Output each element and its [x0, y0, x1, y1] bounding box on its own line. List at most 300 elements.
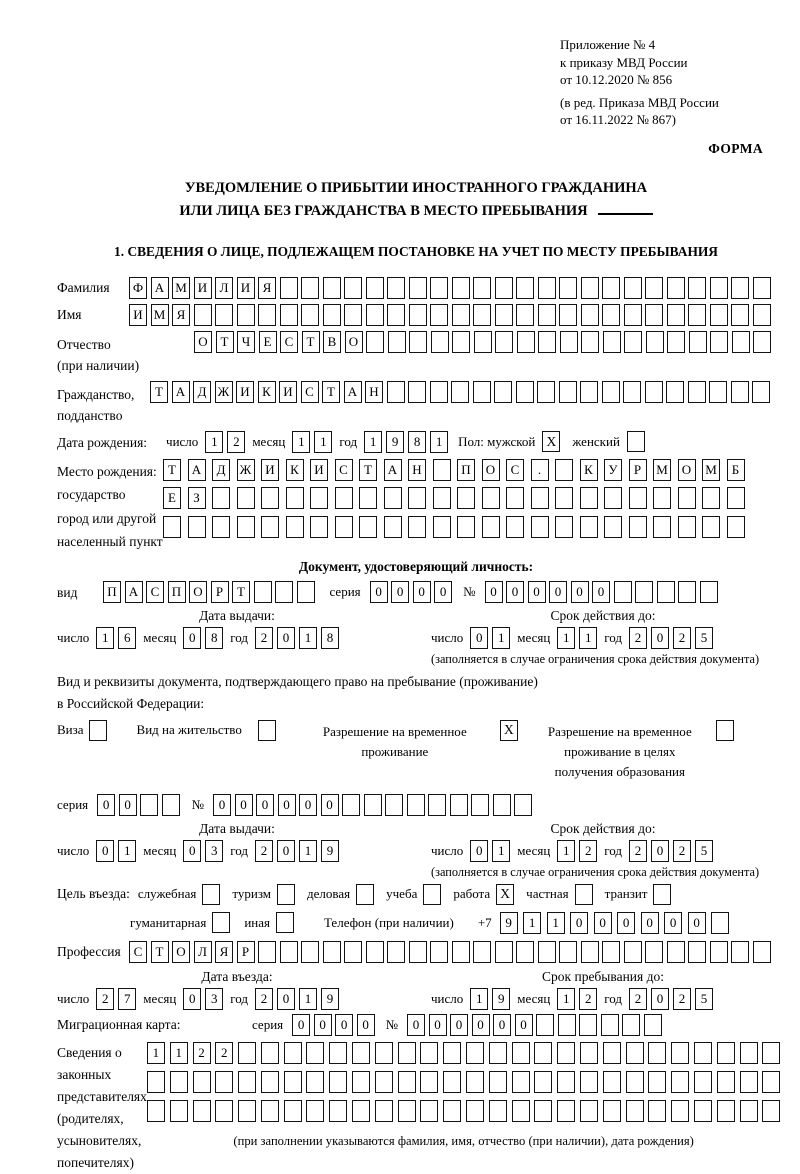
form-cell[interactable]	[731, 941, 749, 963]
form-cell[interactable]	[534, 1071, 552, 1093]
form-cell[interactable]: 0	[277, 627, 295, 649]
form-cell[interactable]: 9	[492, 988, 510, 1010]
form-cell[interactable]: Р	[629, 459, 647, 481]
form-cell[interactable]: 1	[430, 431, 448, 453]
form-cell[interactable]: М	[172, 277, 190, 299]
form-cell[interactable]	[557, 1042, 575, 1064]
form-cell[interactable]: 0	[617, 912, 635, 934]
form-cell[interactable]	[452, 304, 470, 326]
form-cell[interactable]	[555, 459, 573, 481]
form-cell[interactable]	[473, 304, 491, 326]
form-cell[interactable]: З	[188, 487, 206, 509]
form-cell[interactable]: С	[506, 459, 524, 481]
form-cell[interactable]: 2	[673, 840, 691, 862]
form-cell[interactable]: 2	[215, 1042, 233, 1064]
form-cell[interactable]: 1	[557, 840, 575, 862]
form-cell[interactable]	[433, 459, 451, 481]
form-cell[interactable]	[384, 487, 402, 509]
form-cell[interactable]	[261, 1042, 279, 1064]
form-cell[interactable]	[717, 1071, 735, 1093]
form-cell[interactable]	[516, 277, 534, 299]
form-cell[interactable]: 0	[335, 1014, 353, 1036]
form-cell[interactable]	[688, 304, 706, 326]
form-cell[interactable]	[557, 1071, 575, 1093]
form-cell[interactable]: С	[129, 941, 147, 963]
form-cell[interactable]	[710, 304, 728, 326]
form-cell[interactable]	[384, 516, 402, 538]
form-cell[interactable]	[284, 1100, 302, 1122]
form-cell[interactable]	[727, 516, 745, 538]
form-cell[interactable]: И	[194, 277, 212, 299]
form-cell[interactable]	[710, 331, 728, 353]
form-cell[interactable]	[398, 1100, 416, 1122]
form-cell[interactable]: О	[194, 331, 212, 353]
form-cell[interactable]	[516, 941, 534, 963]
form-cell[interactable]	[261, 516, 279, 538]
form-cell[interactable]	[323, 304, 341, 326]
form-cell[interactable]	[581, 941, 599, 963]
form-cell[interactable]	[694, 1042, 712, 1064]
form-cell[interactable]	[286, 487, 304, 509]
form-cell[interactable]	[688, 941, 706, 963]
form-cell[interactable]: 1	[492, 840, 510, 862]
form-cell[interactable]	[603, 331, 621, 353]
form-cell[interactable]: 2	[255, 840, 273, 862]
form-cell[interactable]	[645, 304, 663, 326]
form-cell[interactable]	[335, 487, 353, 509]
form-cell[interactable]	[688, 381, 706, 403]
form-cell[interactable]: А	[188, 459, 206, 481]
form-cell[interactable]	[531, 487, 549, 509]
form-cell[interactable]	[212, 487, 230, 509]
form-cell[interactable]	[443, 1100, 461, 1122]
form-cell[interactable]: И	[261, 459, 279, 481]
form-cell[interactable]: 1	[579, 627, 597, 649]
form-cell[interactable]: С	[335, 459, 353, 481]
form-cell[interactable]: С	[280, 331, 298, 353]
form-cell[interactable]	[667, 277, 685, 299]
form-cell[interactable]	[645, 941, 663, 963]
form-cell[interactable]	[493, 794, 511, 816]
form-cell[interactable]	[603, 1071, 621, 1093]
form-cell[interactable]	[430, 277, 448, 299]
form-cell[interactable]: О	[345, 331, 363, 353]
form-cell[interactable]	[555, 487, 573, 509]
form-cell[interactable]: 1	[547, 912, 565, 934]
form-cell[interactable]: 0	[292, 1014, 310, 1036]
form-cell[interactable]: 0	[391, 581, 409, 603]
form-cell[interactable]: Ф	[129, 277, 147, 299]
form-cell[interactable]: 0	[651, 988, 669, 1010]
form-cell[interactable]	[629, 487, 647, 509]
form-cell[interactable]	[740, 1042, 758, 1064]
form-cell[interactable]	[645, 381, 663, 403]
form-cell[interactable]: 5	[695, 988, 713, 1010]
form-cell[interactable]: Ч	[237, 331, 255, 353]
form-cell[interactable]	[624, 304, 642, 326]
form-cell[interactable]: 0	[213, 794, 231, 816]
form-cell[interactable]	[580, 516, 598, 538]
form-cell[interactable]: 2	[673, 988, 691, 1010]
form-cell[interactable]	[700, 581, 718, 603]
form-cell[interactable]	[193, 1100, 211, 1122]
form-cell[interactable]: 2	[579, 988, 597, 1010]
form-cell[interactable]	[727, 487, 745, 509]
purpose-private-checkbox[interactable]	[575, 884, 593, 905]
form-cell[interactable]: 0	[429, 1014, 447, 1036]
form-cell[interactable]: Е	[163, 487, 181, 509]
form-cell[interactable]	[538, 331, 556, 353]
form-cell[interactable]	[387, 304, 405, 326]
form-cell[interactable]	[717, 1100, 735, 1122]
form-cell[interactable]	[688, 277, 706, 299]
form-cell[interactable]	[482, 516, 500, 538]
form-cell[interactable]	[626, 1100, 644, 1122]
form-cell[interactable]	[580, 1042, 598, 1064]
form-cell[interactable]	[666, 381, 684, 403]
form-cell[interactable]: 2	[579, 840, 597, 862]
form-cell[interactable]: Л	[194, 941, 212, 963]
form-cell[interactable]	[580, 381, 598, 403]
form-cell[interactable]	[538, 304, 556, 326]
form-cell[interactable]	[516, 304, 534, 326]
form-cell[interactable]	[624, 941, 642, 963]
form-cell[interactable]: 1	[205, 431, 223, 453]
form-cell[interactable]	[689, 331, 707, 353]
form-cell[interactable]	[420, 1071, 438, 1093]
form-cell[interactable]: М	[702, 459, 720, 481]
form-cell[interactable]: 0	[97, 794, 115, 816]
form-cell[interactable]	[466, 1042, 484, 1064]
form-cell[interactable]	[516, 381, 534, 403]
form-cell[interactable]	[538, 941, 556, 963]
form-cell[interactable]	[366, 277, 384, 299]
form-cell[interactable]	[581, 331, 599, 353]
form-cell[interactable]	[489, 1071, 507, 1093]
form-cell[interactable]	[694, 1100, 712, 1122]
form-cell[interactable]	[409, 941, 427, 963]
form-cell[interactable]	[531, 516, 549, 538]
form-cell[interactable]: 0	[470, 840, 488, 862]
form-cell[interactable]: У	[604, 459, 622, 481]
form-cell[interactable]: 9	[500, 912, 518, 934]
form-cell[interactable]: П	[103, 581, 121, 603]
form-cell[interactable]: 0	[472, 1014, 490, 1036]
form-cell[interactable]: И	[236, 381, 254, 403]
form-cell[interactable]: Н	[365, 381, 383, 403]
form-cell[interactable]: Л	[215, 277, 233, 299]
residence-permit-checkbox[interactable]	[258, 720, 276, 741]
form-cell[interactable]	[644, 1014, 662, 1036]
form-cell[interactable]	[753, 941, 771, 963]
form-cell[interactable]	[420, 1042, 438, 1064]
form-cell[interactable]: 0	[256, 794, 274, 816]
form-cell[interactable]: Т	[216, 331, 234, 353]
form-cell[interactable]	[653, 516, 671, 538]
form-cell[interactable]	[601, 1014, 619, 1036]
form-cell[interactable]	[261, 1071, 279, 1093]
form-cell[interactable]: 0	[549, 581, 567, 603]
form-cell[interactable]	[364, 794, 382, 816]
form-cell[interactable]	[306, 1100, 324, 1122]
form-cell[interactable]	[387, 381, 405, 403]
form-cell[interactable]	[624, 331, 642, 353]
form-cell[interactable]: А	[151, 277, 169, 299]
form-cell[interactable]	[398, 1071, 416, 1093]
form-cell[interactable]	[678, 516, 696, 538]
form-cell[interactable]: 1	[96, 627, 114, 649]
form-cell[interactable]	[753, 304, 771, 326]
purpose-other-checkbox[interactable]	[276, 912, 294, 933]
form-cell[interactable]	[162, 794, 180, 816]
form-cell[interactable]	[408, 381, 426, 403]
form-cell[interactable]	[560, 331, 578, 353]
form-cell[interactable]	[629, 516, 647, 538]
form-cell[interactable]	[212, 516, 230, 538]
form-cell[interactable]	[604, 487, 622, 509]
form-cell[interactable]: Ж	[237, 459, 255, 481]
form-cell[interactable]	[238, 1100, 256, 1122]
form-cell[interactable]	[559, 304, 577, 326]
form-cell[interactable]: Е	[259, 331, 277, 353]
form-cell[interactable]: 2	[629, 840, 647, 862]
form-cell[interactable]: Т	[163, 459, 181, 481]
form-cell[interactable]: А	[172, 381, 190, 403]
form-cell[interactable]	[626, 1071, 644, 1093]
form-cell[interactable]	[604, 516, 622, 538]
form-cell[interactable]	[667, 331, 685, 353]
form-cell[interactable]	[387, 941, 405, 963]
purpose-tourism-checkbox[interactable]	[277, 884, 295, 905]
form-cell[interactable]	[694, 1071, 712, 1093]
form-cell[interactable]: 0	[183, 988, 201, 1010]
form-cell[interactable]: 0	[434, 581, 452, 603]
form-cell[interactable]: 0	[570, 912, 588, 934]
form-cell[interactable]	[536, 1014, 554, 1036]
form-cell[interactable]	[408, 516, 426, 538]
form-cell[interactable]	[375, 1071, 393, 1093]
form-cell[interactable]	[635, 581, 653, 603]
form-cell[interactable]: 9	[321, 840, 339, 862]
form-cell[interactable]: Т	[359, 459, 377, 481]
form-cell[interactable]: А	[125, 581, 143, 603]
form-cell[interactable]: Я	[258, 277, 276, 299]
form-cell[interactable]: 2	[193, 1042, 211, 1064]
form-cell[interactable]: О	[189, 581, 207, 603]
form-cell[interactable]	[762, 1100, 780, 1122]
form-cell[interactable]	[558, 1014, 576, 1036]
form-cell[interactable]	[344, 277, 362, 299]
form-cell[interactable]: 2	[255, 627, 273, 649]
form-cell[interactable]	[580, 487, 598, 509]
form-cell[interactable]	[254, 581, 272, 603]
form-cell[interactable]	[740, 1071, 758, 1093]
form-cell[interactable]: 2	[227, 431, 245, 453]
form-cell[interactable]	[740, 1100, 758, 1122]
form-cell[interactable]: 1	[299, 988, 317, 1010]
purpose-work-checkbox[interactable]: X	[496, 884, 514, 905]
form-cell[interactable]	[342, 794, 360, 816]
form-cell[interactable]	[495, 331, 513, 353]
form-cell[interactable]	[702, 487, 720, 509]
form-cell[interactable]	[512, 1100, 530, 1122]
form-cell[interactable]	[261, 487, 279, 509]
form-cell[interactable]: 1	[292, 431, 310, 453]
form-cell[interactable]	[170, 1071, 188, 1093]
form-cell[interactable]	[646, 331, 664, 353]
form-cell[interactable]: 1	[299, 627, 317, 649]
form-cell[interactable]: 0	[506, 581, 524, 603]
form-cell[interactable]	[559, 381, 577, 403]
form-cell[interactable]	[147, 1100, 165, 1122]
form-cell[interactable]: 6	[118, 627, 136, 649]
form-cell[interactable]: И	[310, 459, 328, 481]
form-cell[interactable]	[443, 1042, 461, 1064]
form-cell[interactable]	[489, 1042, 507, 1064]
form-cell[interactable]: 0	[493, 1014, 511, 1036]
form-cell[interactable]	[280, 941, 298, 963]
form-cell[interactable]	[457, 516, 475, 538]
form-cell[interactable]	[495, 304, 513, 326]
form-cell[interactable]	[534, 1100, 552, 1122]
form-cell[interactable]	[731, 304, 749, 326]
form-cell[interactable]: О	[172, 941, 190, 963]
form-cell[interactable]	[753, 331, 771, 353]
form-cell[interactable]	[329, 1100, 347, 1122]
form-cell[interactable]: Т	[150, 381, 168, 403]
purpose-study-checkbox[interactable]	[423, 884, 441, 905]
form-cell[interactable]	[215, 1100, 233, 1122]
form-cell[interactable]: 0	[641, 912, 659, 934]
form-cell[interactable]	[717, 1042, 735, 1064]
form-cell[interactable]: 3	[205, 988, 223, 1010]
form-cell[interactable]: 0	[664, 912, 682, 934]
form-cell[interactable]	[466, 1071, 484, 1093]
form-cell[interactable]	[359, 516, 377, 538]
form-cell[interactable]	[514, 794, 532, 816]
form-cell[interactable]	[657, 581, 675, 603]
form-cell[interactable]: 5	[695, 627, 713, 649]
form-cell[interactable]	[261, 1100, 279, 1122]
form-cell[interactable]	[752, 381, 770, 403]
form-cell[interactable]	[602, 941, 620, 963]
form-cell[interactable]: 1	[523, 912, 541, 934]
visa-checkbox[interactable]	[89, 720, 107, 741]
form-cell[interactable]	[731, 277, 749, 299]
form-cell[interactable]	[489, 1100, 507, 1122]
form-cell[interactable]	[753, 277, 771, 299]
form-cell[interactable]	[301, 304, 319, 326]
form-cell[interactable]	[678, 487, 696, 509]
form-cell[interactable]: 0	[470, 627, 488, 649]
form-cell[interactable]	[323, 277, 341, 299]
form-cell[interactable]: А	[344, 381, 362, 403]
form-cell[interactable]: М	[653, 459, 671, 481]
form-cell[interactable]: 0	[407, 1014, 425, 1036]
form-cell[interactable]	[280, 304, 298, 326]
form-cell[interactable]	[352, 1071, 370, 1093]
form-cell[interactable]	[188, 516, 206, 538]
form-cell[interactable]	[452, 331, 470, 353]
form-cell[interactable]	[457, 487, 475, 509]
form-cell[interactable]	[482, 487, 500, 509]
form-cell[interactable]	[710, 277, 728, 299]
form-cell[interactable]	[711, 912, 729, 934]
form-cell[interactable]	[310, 516, 328, 538]
temporary-residence-checkbox[interactable]: X	[500, 720, 518, 741]
form-cell[interactable]	[466, 1100, 484, 1122]
form-cell[interactable]	[624, 277, 642, 299]
form-cell[interactable]	[555, 516, 573, 538]
form-cell[interactable]	[667, 941, 685, 963]
form-cell[interactable]	[710, 941, 728, 963]
form-cell[interactable]	[430, 381, 448, 403]
form-cell[interactable]	[352, 1100, 370, 1122]
form-cell[interactable]	[433, 516, 451, 538]
form-cell[interactable]	[238, 1071, 256, 1093]
form-cell[interactable]	[762, 1042, 780, 1064]
form-cell[interactable]	[170, 1100, 188, 1122]
form-cell[interactable]: 1	[170, 1042, 188, 1064]
form-cell[interactable]: Н	[408, 459, 426, 481]
form-cell[interactable]: Б	[727, 459, 745, 481]
form-cell[interactable]	[452, 277, 470, 299]
purpose-official-checkbox[interactable]	[202, 884, 220, 905]
form-cell[interactable]	[193, 1071, 211, 1093]
form-cell[interactable]: 2	[629, 627, 647, 649]
form-cell[interactable]: Т	[232, 581, 250, 603]
form-cell[interactable]: Т	[322, 381, 340, 403]
form-cell[interactable]	[537, 381, 555, 403]
form-cell[interactable]	[359, 487, 377, 509]
form-cell[interactable]	[512, 1071, 530, 1093]
form-cell[interactable]: 2	[255, 988, 273, 1010]
form-cell[interactable]	[306, 1071, 324, 1093]
form-cell[interactable]	[323, 941, 341, 963]
form-cell[interactable]	[581, 304, 599, 326]
form-cell[interactable]	[286, 516, 304, 538]
form-cell[interactable]	[431, 331, 449, 353]
form-cell[interactable]	[678, 581, 696, 603]
purpose-transit-checkbox[interactable]	[653, 884, 671, 905]
form-cell[interactable]	[237, 304, 255, 326]
form-cell[interactable]	[452, 941, 470, 963]
form-cell[interactable]	[671, 1071, 689, 1093]
form-cell[interactable]: И	[129, 304, 147, 326]
form-cell[interactable]: .	[531, 459, 549, 481]
form-cell[interactable]	[603, 1100, 621, 1122]
form-cell[interactable]: Р	[211, 581, 229, 603]
form-cell[interactable]	[398, 1042, 416, 1064]
form-cell[interactable]	[352, 1042, 370, 1064]
form-cell[interactable]	[344, 941, 362, 963]
form-cell[interactable]	[559, 277, 577, 299]
form-cell[interactable]: 0	[370, 581, 388, 603]
form-cell[interactable]	[473, 381, 491, 403]
form-cell[interactable]: 2	[629, 988, 647, 1010]
form-cell[interactable]: К	[286, 459, 304, 481]
form-cell[interactable]: 5	[695, 840, 713, 862]
form-cell[interactable]	[409, 304, 427, 326]
form-cell[interactable]: К	[258, 381, 276, 403]
sex-male-checkbox[interactable]: X	[542, 431, 560, 452]
form-cell[interactable]	[335, 516, 353, 538]
form-cell[interactable]	[534, 1042, 552, 1064]
form-cell[interactable]	[329, 1042, 347, 1064]
form-cell[interactable]	[762, 1071, 780, 1093]
form-cell[interactable]	[451, 381, 469, 403]
form-cell[interactable]	[430, 304, 448, 326]
